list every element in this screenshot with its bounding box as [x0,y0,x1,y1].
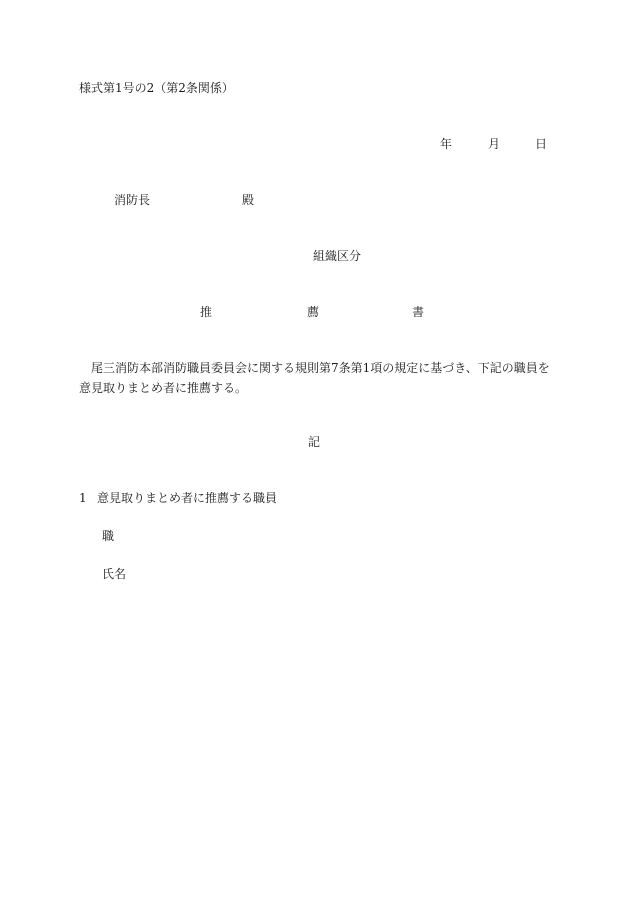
title-char: 書 [412,305,425,319]
title-char: 推 [200,305,213,319]
addressee [114,192,264,208]
list-item [79,490,277,506]
form-number: 様式第1号の2（第2条関係） [79,81,234,95]
item-text: 意見取りまとめ者に推薦する職員 [97,491,278,505]
title-char: 薦 [307,305,320,319]
date-year-label: 年 [440,137,453,151]
org-category-label: 組織区分 [313,249,362,263]
ki-heading: 記 [308,435,321,449]
date-month-label: 月 [488,137,501,151]
addressee-honorific: 殿 [242,193,255,207]
date-day-label: 日 [535,137,548,151]
body-paragraph: 尾三消防本部消防職員委員会に関する規則第7条第1項の規定に基づき、下記の職員を意見取りまとめ者に推薦する。 [79,361,550,395]
position-field-label: 職 [102,529,115,543]
addressee-title: 消防長 [114,193,151,207]
document-title [200,304,430,320]
date-line [440,136,550,152]
name-field-label: 氏名 [102,567,127,581]
item-number: 1 [79,491,87,505]
